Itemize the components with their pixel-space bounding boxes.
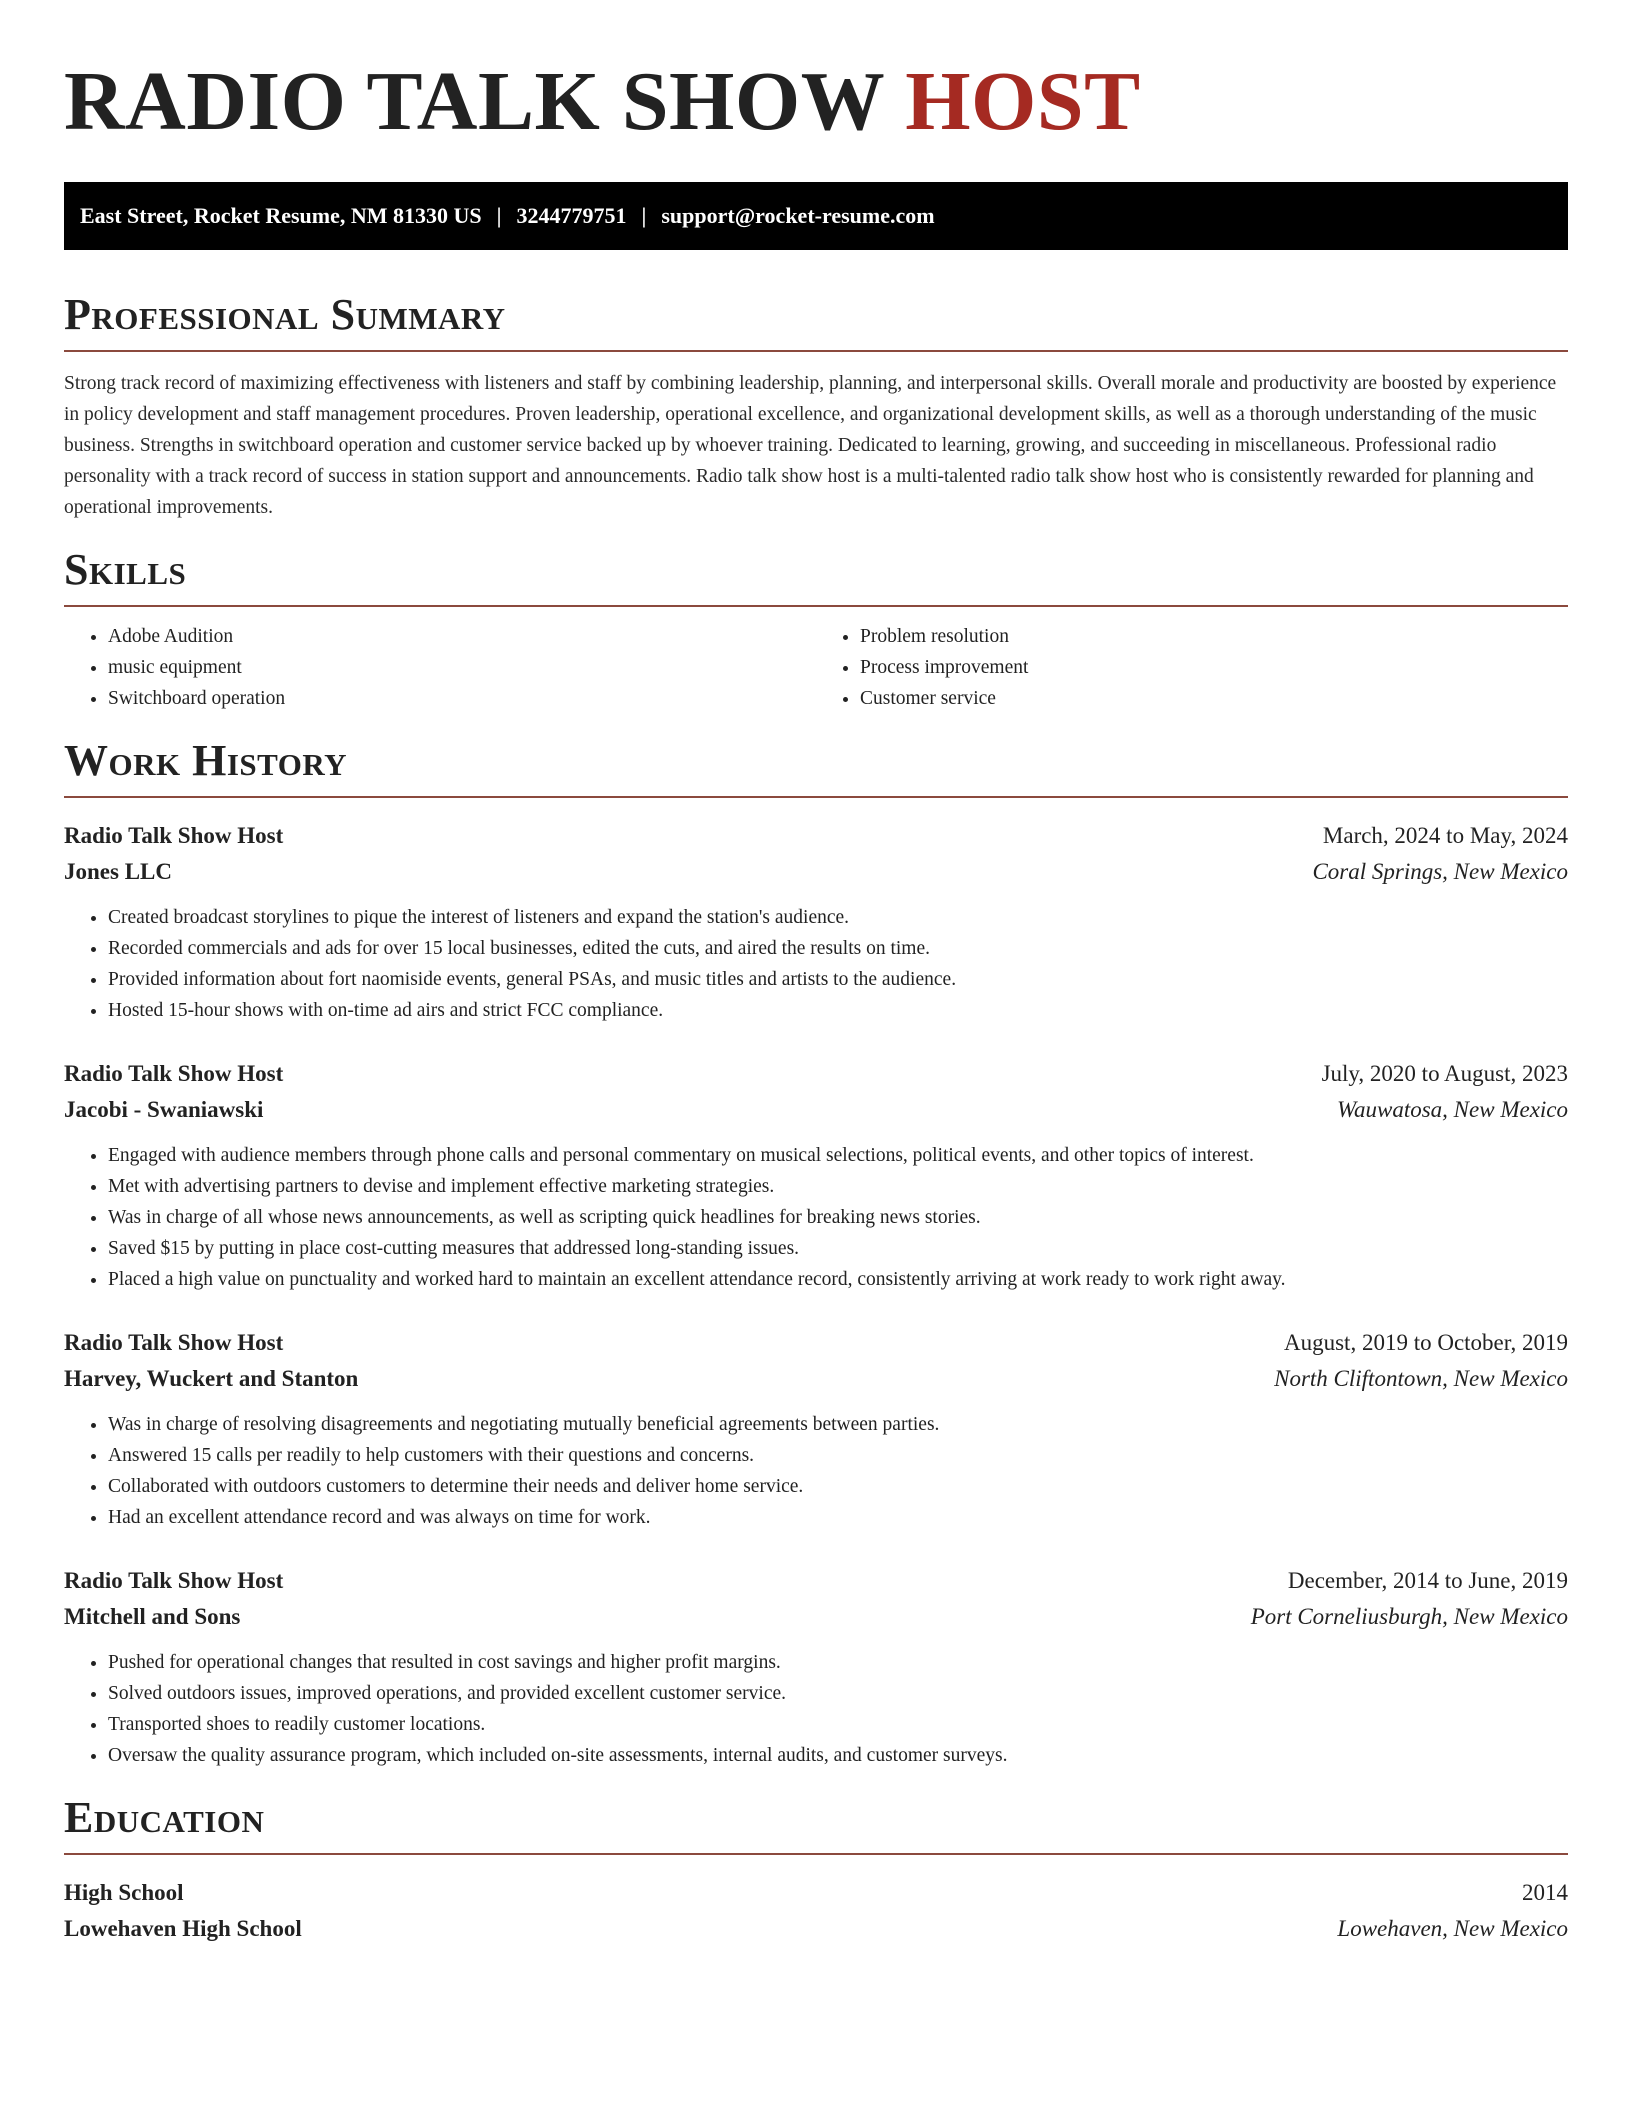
section-title-education: Education (64, 1793, 1568, 1855)
job-location: Wauwatosa, New Mexico (1336, 1097, 1568, 1122)
skill-item: • Process improvement (860, 652, 1568, 683)
job-bullet: • Answered 15 calls per readily to help customers with their questions and concerns. (108, 1440, 1568, 1471)
skill-item: • Switchboard operation (108, 683, 816, 714)
job-entry (64, 1325, 1568, 1533)
job-bullet: • Met with advertising partners to devise and implement effective marketing strategies. (108, 1171, 1568, 1202)
job-bullet: • Pushed for operational changes that resulted in cost savings and higher profit margins. (108, 1647, 1568, 1678)
job-dates: August, 2019 to October, 2019 (1284, 1330, 1568, 1355)
contact-address: East Street, Rocket Resume, NM 81330 US (80, 203, 482, 228)
skills-column-left (64, 621, 816, 714)
education-entry (64, 1875, 1568, 1947)
skills-list (64, 621, 1568, 714)
job-header-row (64, 1563, 1568, 1599)
job-bullets (64, 902, 1568, 1026)
section-title-summary: Professional Summary (64, 290, 1568, 352)
job-location: Port Corneliusburgh, New Mexico (1250, 1604, 1568, 1629)
job-company-row (64, 1361, 1568, 1397)
contact-bar (64, 182, 1568, 250)
skill-item: • Problem resolution (860, 621, 1568, 652)
resume-name (64, 52, 1568, 152)
job-company: Harvey, Wuckert and Stanton (64, 1366, 359, 1391)
job-bullet: • Created broadcast storylines to pique the interest of listeners and expand the station's audience. (108, 902, 1568, 933)
education-school-row (64, 1911, 1568, 1947)
job-company: Jones LLC (64, 859, 172, 884)
name-main: RADIO TALK SHOW (64, 55, 906, 148)
name-accent: HOST (905, 55, 1141, 148)
job-bullets (64, 1140, 1568, 1295)
skills-section (64, 545, 1568, 714)
skill-item: • Customer service (860, 683, 1568, 714)
job-header-row (64, 818, 1568, 854)
education-location: Lowehaven, New Mexico (1337, 1916, 1568, 1941)
job-bullets (64, 1409, 1568, 1533)
job-title: Radio Talk Show Host (64, 823, 284, 848)
contact-separator: | (496, 203, 502, 228)
job-bullet: • Oversaw the quality assurance program, which included on-site assessments, internal audits, and customer surveys. (108, 1740, 1568, 1771)
job-header-row (64, 1325, 1568, 1361)
contact-email: support@rocket-resume.com (661, 203, 935, 228)
summary-section (64, 290, 1568, 523)
job-bullet: • Placed a high value on punctuality and worked hard to maintain an excellent attendance record, consistently arriving at work ready to work right away. (108, 1264, 1568, 1295)
section-title-skills: Skills (64, 545, 1568, 607)
skill-item: • Adobe Audition (108, 621, 816, 652)
job-entry (64, 1056, 1568, 1295)
job-bullet: • Recorded commercials and ads for over 15 local businesses, edited the cuts, and aired the results on time. (108, 933, 1568, 964)
job-bullets (64, 1647, 1568, 1771)
job-bullet: • Provided information about fort naomiside events, general PSAs, and music titles and artists to the audience. (108, 964, 1568, 995)
contact-phone: 3244779751 (516, 203, 627, 228)
skill-item: • music equipment (108, 652, 816, 683)
job-title: Radio Talk Show Host (64, 1330, 284, 1355)
job-bullet: • Collaborated with outdoors customers to determine their needs and deliver home service. (108, 1471, 1568, 1502)
job-bullet: • Hosted 15-hour shows with on-time ad airs and strict FCC compliance. (108, 995, 1568, 1026)
education-year: 2014 (1522, 1880, 1568, 1905)
skills-column-right (816, 621, 1568, 714)
job-company-row (64, 1092, 1568, 1128)
job-entry (64, 818, 1568, 1026)
job-location: Coral Springs, New Mexico (1312, 859, 1568, 884)
education-school: Lowehaven High School (64, 1916, 302, 1941)
job-location: North Cliftontown, New Mexico (1274, 1366, 1568, 1391)
job-company: Jacobi - Swaniawski (64, 1097, 264, 1122)
job-bullet: • Was in charge of all whose news announcements, as well as scripting quick headlines for breaking news stories. (108, 1202, 1568, 1233)
job-company: Mitchell and Sons (64, 1604, 241, 1629)
job-bullet: • Was in charge of resolving disagreements and negotiating mutually beneficial agreements between parties. (108, 1409, 1568, 1440)
job-dates: March, 2024 to May, 2024 (1322, 823, 1568, 848)
section-title-work-history: Work History (64, 736, 1568, 798)
job-title: Radio Talk Show Host (64, 1568, 284, 1593)
education-degree-row (64, 1875, 1568, 1911)
job-title: Radio Talk Show Host (64, 1061, 284, 1086)
job-company-row (64, 854, 1568, 890)
job-bullet: • Transported shoes to readily customer locations. (108, 1709, 1568, 1740)
job-header-row (64, 1056, 1568, 1092)
job-bullet: • Solved outdoors issues, improved operations, and provided excellent customer service. (108, 1678, 1568, 1709)
job-bullet: • Saved $15 by putting in place cost-cutting measures that addressed long-standing issues. (108, 1233, 1568, 1264)
summary-text: Strong track record of maximizing effectiveness with listeners and staff by combining leadership, planning, and interpersonal skills. Overall morale and productivity are boosted by experience in policy development and staff management procedures. Proven leadership, operational excellence, and organizational development skills, as well as a thorough understanding of the music business. Strengths in switchboard operation and customer service backed up by whoever training. Dedicated to learning, growing, and succeeding in miscellaneous. Professional radio personality with a track record of success in station support and announcements. Radio talk show host is a multi-talented radio talk show host who is consistently rewarded for planning and operational improvements. (64, 373, 1557, 518)
education-section (64, 1793, 1568, 1947)
contact-separator: | (641, 203, 647, 228)
job-entry (64, 1563, 1568, 1771)
job-company-row (64, 1599, 1568, 1635)
work-history-section (64, 736, 1568, 1771)
job-dates: July, 2020 to August, 2023 (1321, 1061, 1568, 1086)
education-degree: High School (64, 1880, 184, 1905)
job-bullet: • Engaged with audience members through phone calls and personal commentary on musical selections, political events, and other topics of interest. (108, 1140, 1568, 1171)
job-bullet: • Had an excellent attendance record and was always on time for work. (108, 1502, 1568, 1533)
job-dates: December, 2014 to June, 2019 (1287, 1568, 1568, 1593)
